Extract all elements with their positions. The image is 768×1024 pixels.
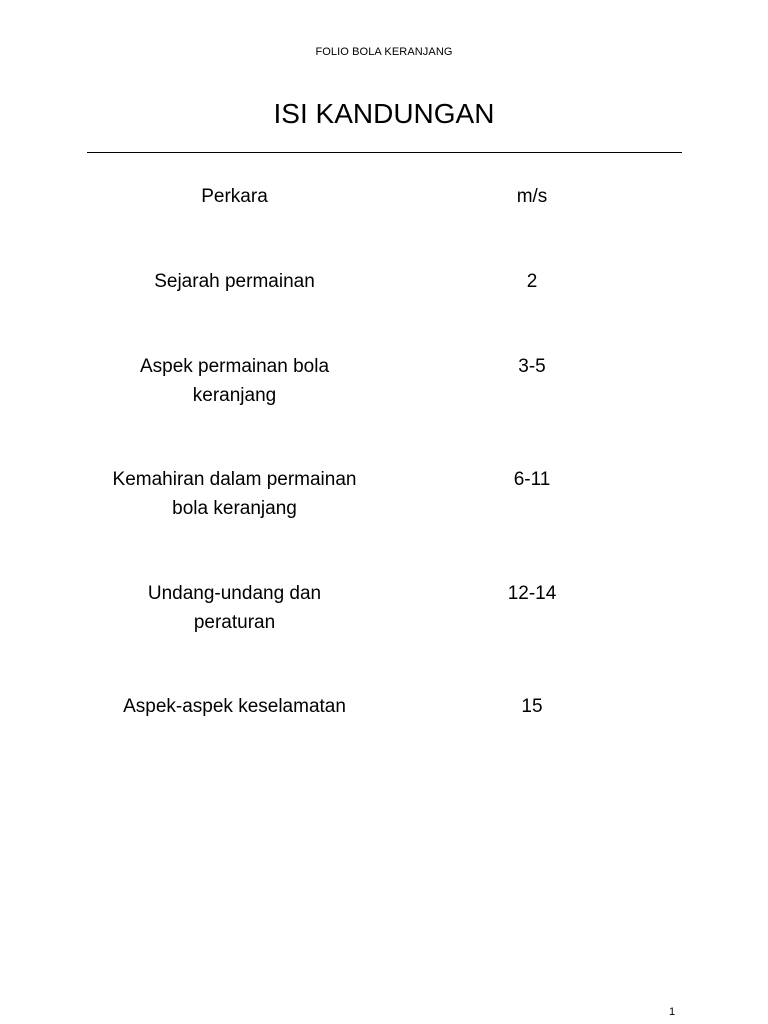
toc-topic-line: Kemahiran dalam permainan [112,469,357,490]
toc-page: 15 [521,696,543,717]
toc-topic-line: peraturan [193,612,276,633]
toc-topic [87,465,382,523]
toc-topic [87,579,382,637]
toc-topic [87,692,382,721]
toc-column-page: m/s [516,186,548,207]
toc-page: 2 [526,271,538,292]
toc-topic-line: keranjang [192,385,277,406]
toc-topic [87,267,382,296]
toc-topic-line: Aspek permainan bola [139,356,330,377]
page-title: ISI KANDUNGAN [273,98,495,129]
toc-column-topic: Perkara [201,186,268,207]
toc-topic-line: Aspek-aspek keselamatan [123,696,346,717]
title-divider [87,152,682,153]
toc-topic-line: bola keranjang [172,498,297,519]
toc-page: 3-5 [518,356,546,377]
page-header: FOLIO BOLA KERANJANG [315,46,453,58]
page-number: 1 [668,1006,676,1018]
toc-page: 6-11 [513,469,551,490]
toc-page: 12-14 [507,583,557,604]
toc-topic [87,352,382,410]
toc-topic-line: Undang-undang dan [147,583,322,604]
toc-topic-line: Sejarah permainan [154,271,315,292]
